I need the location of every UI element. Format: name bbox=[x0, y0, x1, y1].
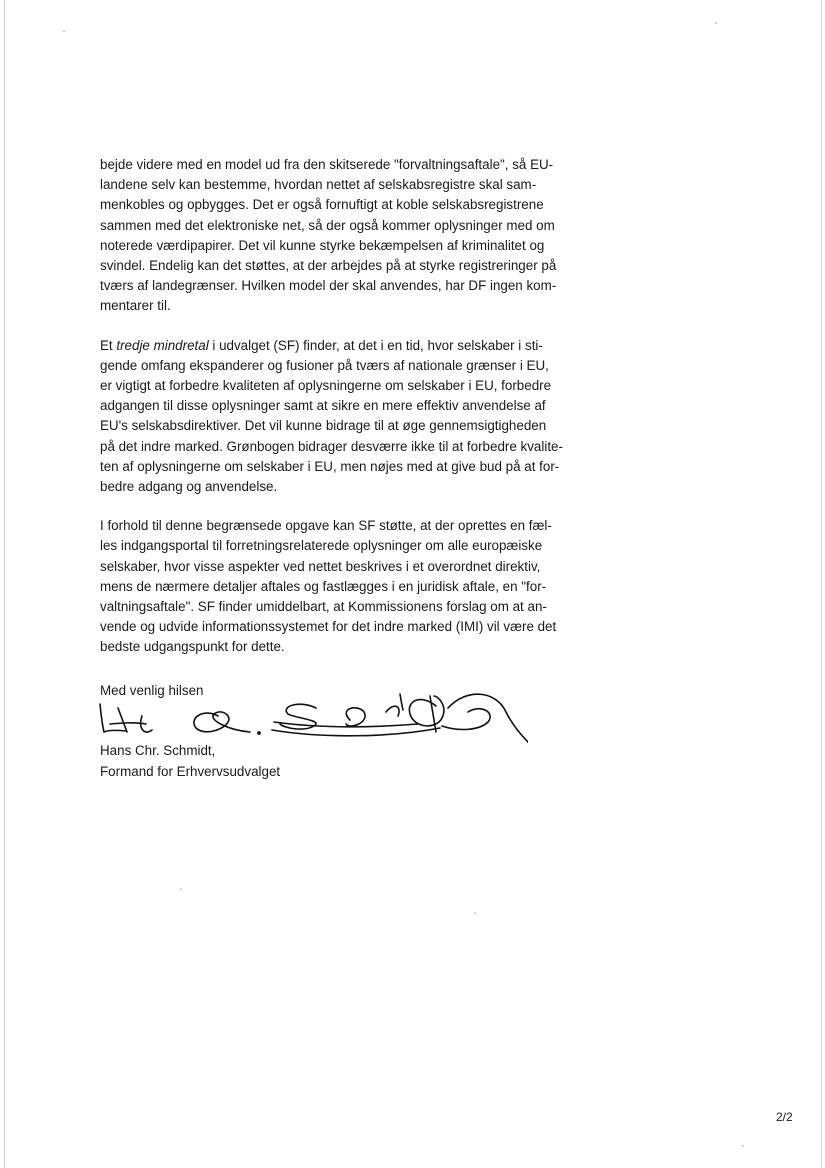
text-line: bedste udgangspunkt for dette. bbox=[100, 639, 285, 655]
text-line: sammen med det elektroniske net, så der også kommer oplysninger med om bbox=[100, 217, 555, 233]
scan-edge-left bbox=[4, 0, 5, 1168]
text-line: mentarer til. bbox=[100, 298, 171, 314]
text-line: I forhold til denne begrænsede opgave kan SF støtte, at der oprettes en fæl- bbox=[100, 518, 552, 534]
closing-salutation: Med venlig hilsen bbox=[100, 683, 204, 698]
text-line: menkobles og opbygges. Det er også fornuftigt at koble selskabsregistrene bbox=[100, 197, 544, 213]
emphasis-text: tredje mindretal bbox=[116, 337, 209, 353]
text-line: selskaber, hvor visse aspekter ved nettet beskrives i et overordnet direktiv, bbox=[100, 558, 541, 574]
scan-speck bbox=[742, 1145, 744, 1147]
page-number: 2/2 bbox=[776, 1110, 793, 1124]
text-line: vende og udvide informationssystemet for det indre marked (IMI) vil være det bbox=[100, 619, 557, 635]
text-line: EU's selskabsdirektiver. Det vil kunne bidrage til at øge gennemsigtigheden bbox=[100, 418, 547, 434]
text-line: er vigtigt at forbedre kvaliteten af oplysningerne om selskaber i EU, forbedre bbox=[100, 378, 552, 394]
text-line: på det indre marked. Grønbogen bidrager desværre ikke til at forbedre kvalite- bbox=[100, 438, 563, 454]
paragraph-sf-minority bbox=[100, 336, 590, 498]
text-run: Et bbox=[100, 337, 117, 353]
scan-edge-right bbox=[821, 0, 822, 1168]
text-line: les indgangsportal til forretningsrelaterede oplysninger om alle europæiske bbox=[100, 538, 543, 554]
scan-speck bbox=[180, 888, 182, 890]
scan-speck bbox=[474, 912, 476, 914]
text-line: valtningsaftale". SF finder umiddelbart, at Kommissionens forslag om at an- bbox=[100, 599, 547, 615]
paragraph-df bbox=[100, 155, 590, 317]
scan-speck bbox=[63, 30, 65, 32]
text-line: ten af oplysningerne om selskaber i EU, men nøjes med at give bud på at for- bbox=[100, 458, 560, 474]
text-line: bedre adgang og anvendelse. bbox=[100, 479, 278, 495]
text-line bbox=[100, 336, 590, 356]
text-line: landene selv kan bestemme, hvordan nettet af selskabsregistre skal sam- bbox=[100, 177, 537, 193]
text-line: bejde videre med en model ud fra den skitserede "forvaltningsaftale", så EU- bbox=[100, 157, 554, 172]
paragraph-sf-support bbox=[100, 516, 590, 657]
text-line: adgangen til disse oplysninger samt at sikre en mere effektiv anvendelse af bbox=[100, 398, 546, 414]
text-line: gende omfang ekspanderer og fusioner på tværs af nationale grænser i EU, bbox=[100, 357, 549, 373]
text-run: i udvalget (SF) finder, at det i en tid, hvor selskaber i sti- bbox=[208, 337, 543, 353]
letter-body bbox=[100, 155, 590, 677]
handwritten-signature bbox=[88, 686, 528, 748]
text-line: noterede værdipapirer. Det vil kunne styrke bekæmpelsen af kriminalitet og bbox=[100, 237, 545, 253]
signer-block bbox=[100, 741, 280, 782]
scan-speck bbox=[715, 22, 717, 24]
text-line: mens de nærmere detaljer aftales og fastlægges i en juridisk aftale, en "for- bbox=[100, 578, 547, 594]
text-line: svindel. Endelig kan det støttes, at der arbejdes på at styrke registreringer på bbox=[100, 258, 557, 274]
text-line: tværs af landegrænser. Hvilken model der skal anvendes, har DF ingen kom- bbox=[100, 278, 557, 294]
signer-name: Hans Chr. Schmidt, bbox=[100, 743, 216, 758]
signer-title: Formand for Erhvervsudvalget bbox=[100, 763, 281, 779]
